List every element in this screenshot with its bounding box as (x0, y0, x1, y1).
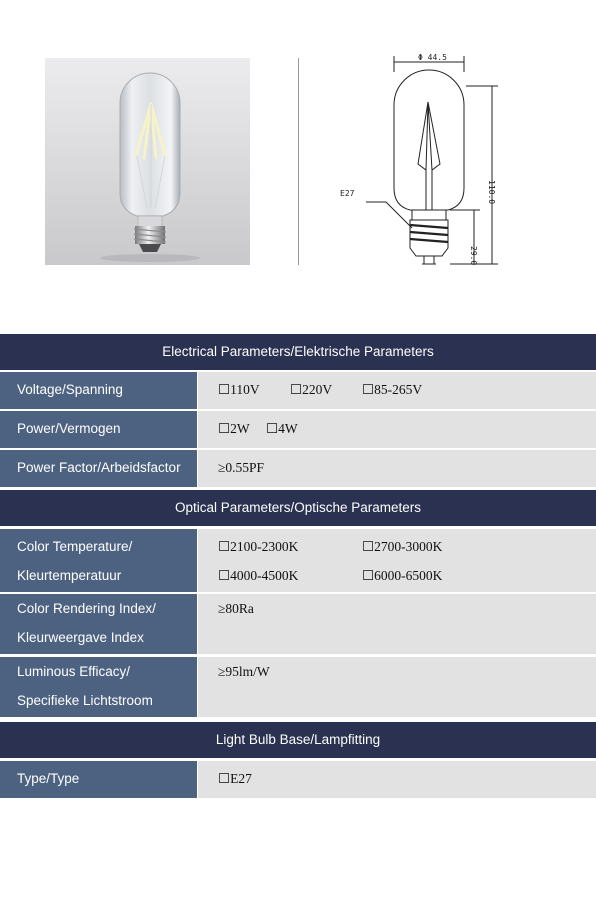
voltage-option-220v[interactable]: ☐220V (290, 382, 333, 397)
efficacy-label-nl: Specifieke Lichtstroom (17, 693, 153, 708)
voltage-label: Voltage/Spanning (17, 382, 123, 397)
diameter-label: Φ 44.5 (418, 53, 447, 62)
base-type-option-e27[interactable]: ☐E27 (218, 771, 252, 786)
luminous-efficacy-row (0, 657, 596, 717)
cri-label-en: Color Rendering Index/ (17, 601, 156, 616)
ct-option-2700-3000k[interactable]: ☐2700-3000K (362, 539, 443, 554)
base-type-row (0, 761, 596, 798)
power-row (0, 411, 596, 448)
power-factor-value: ≥0.55PF (218, 460, 265, 475)
base-type-label: E27 (340, 189, 355, 198)
cri-label-nl: Kleurweergave Index (17, 630, 144, 645)
ct-option-6000-6500k[interactable]: ☐6000-6500K (362, 568, 443, 583)
efficacy-label-en: Luminous Efficacy/ (17, 664, 131, 679)
base-type-row-label: Type/Type (17, 771, 80, 786)
ct-option-2100-2300k[interactable]: ☐2100-2300K (218, 539, 299, 554)
ct-option-4000-4500k[interactable]: ☐4000-4500K (218, 568, 299, 583)
dimension-drawing (330, 50, 520, 275)
base-header: Light Bulb Base/Lampfitting (0, 722, 596, 758)
height-label: 110.0 (487, 180, 496, 205)
voltage-option-85-265v[interactable]: ☐85-265V (362, 382, 423, 397)
color-temperature-row (0, 529, 596, 592)
color-temperature-label-en: Color Temperature/ (17, 539, 133, 554)
power-factor-row (0, 450, 596, 487)
color-temperature-label-nl: Kleurtemperatuur (17, 568, 122, 583)
electrical-header: Electrical Parameters/Elektrische Parameters (0, 334, 596, 370)
image-divider (298, 58, 299, 265)
bulb-photo (45, 58, 250, 265)
color-rendering-row (0, 594, 596, 654)
optical-header: Optical Parameters/Optische Parameters (0, 490, 596, 526)
voltage-option-110v[interactable]: ☐110V (218, 382, 260, 397)
cri-value: ≥80Ra (218, 601, 254, 616)
base-height-label: 29.0 (469, 246, 478, 266)
power-option-4w[interactable]: ☐4W (266, 421, 298, 436)
efficacy-value: ≥95lm/W (218, 664, 270, 679)
power-factor-label: Power Factor/Arbeidsfactor (17, 460, 181, 475)
power-option-2w[interactable]: ☐2W (218, 421, 250, 436)
power-label: Power/Vermogen (17, 421, 121, 436)
voltage-row (0, 372, 596, 409)
